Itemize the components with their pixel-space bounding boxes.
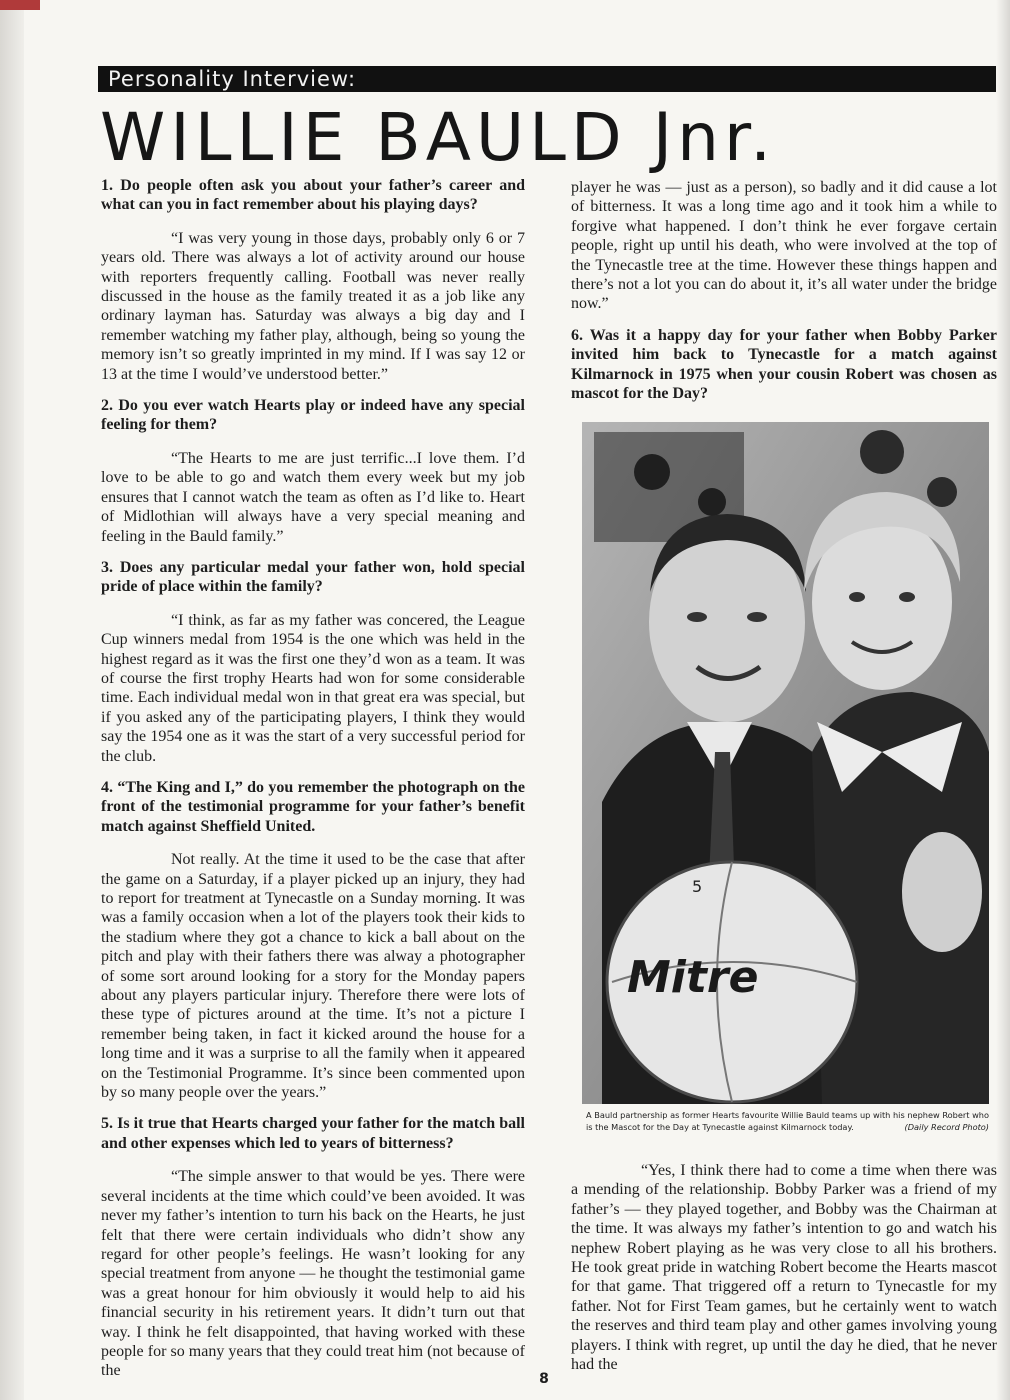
question-1: 1. Do people often ask you about your father’s career and what can you in fact remember about his playing days?	[101, 177, 525, 214]
question-3: 3. Does any particular medal your father won, hold special pride of place within the family?	[101, 558, 525, 596]
answer-5: “The simple answer to that would be yes. There were several incidents at the time which could’ve been avoided. It was never my father’s intention to turn his back on the Hearts, he just felt that there were certain individuals who didn’t show any regard for other people’s feelings. He wasn’t looking for any special treatment from anyone — he thought the testimonial game was a great honour for him obviously it would help to aid his financial security in his retirement years. It didn’t turn out that way. I think he felt disappointed, that having worked with these people for so many years that they could treat him (not because of the	[101, 1168, 525, 1380]
question-4: 4. “The King and I,” do you remember the photograph on the front of the testimonial programme for your father’s benefit match against Sheffield United.	[101, 778, 525, 835]
right-column-top	[571, 178, 997, 410]
ball-brand-text: Mitre	[627, 952, 759, 1003]
question-5: 5. Is it true that Hearts charged your father for the match ball and other expenses which led to years of bitterness?	[101, 1115, 525, 1152]
section-banner-label: Personality Interview:	[108, 67, 357, 91]
page-number: 8	[539, 1371, 549, 1387]
answer-3: “I think, as far as my father was concered, the League Cup winners medal from 1954 is the one which was held in the highest regard as it was the first one they’d won as a team. It was of course the first trophy Hearts had won for some considerable time. Each individual medal won in that great era was special, but if you asked any of the participating players, I think they would say the 1954 one as it was the start of a very successful period for the club.	[101, 611, 525, 765]
left-column	[101, 176, 525, 1380]
answer-6: “Yes, I think there had to come a time when there was a mending of the relationship. Bobby Parker was a friend of my father’s — they played together, and Bobby was the Chairman at the time. It was always my father’s intention to go and watch his nephew Robert playing as he was very close to all his brothers. He took great pride in watching Robert become the Hearts mascot for that game. That triggered off a return to Tynecastle for my father. Not for First Team games, but he certainly went to watch the reserves and third team play and other games involving young players. I think with regret, up until the day he died, that he never had the	[571, 1162, 997, 1374]
ball-number: 5	[692, 877, 703, 896]
answer-5-continued: player he was — just as a person), so badly and it did cause a lot of bitterness. It was a long time ago and it took him a while to forgive what happened. I don’t think he ever forgave certain people, right up until his death, who were involved at the top of the Tynecastle tree at the time. However these things happen and there’s not a lot you can do about it, it’s all water under the bridge now.”	[571, 179, 997, 313]
answer-4: Not really. At the time it used to be the case that after the game on a Saturday, if a player picked up an injury, they had to report for treatment at Tynecastle on a Sunday morning. It was was a family occasion when a lot of the players took their kids to the stadium where they got a chance to kick a ball about on the pitch and play with their fathers there was alway a photographer of some sort around looking for a story for the Monday papers about any players particular injury. Therefore there were lots of these type of pictures around at the time. It’s not a picture I remember being taken, in fact it kicked around the house for a long time and it was a surprise to all the family when it appeared on the Testimonial Programme. It’s since been commented upon by so many people over the years.”	[101, 851, 525, 1102]
page-edge-right	[996, 0, 1010, 1400]
photo-illustration	[582, 422, 989, 1104]
article-photo	[582, 422, 989, 1104]
photo-caption	[586, 1109, 989, 1133]
answer-2: “The Hearts to me are just terrific...I love them. I’d love to be able to go and watch them every week but my job ensures that I cannot watch the team as often as I’d like to. Heart of Midlothian will always have a very special meaning and feeling in the Bauld family.”	[101, 449, 525, 545]
page-edge-left	[0, 0, 24, 1400]
question-6: 6. Was it a happy day for your father when Bobby Parker invited him back to Tynecastle for a match against Kilmarnock in 1975 when your cousin Robert was chosen as mascot for the Day?	[571, 326, 997, 403]
photo-credit: (Daily Record Photo)	[904, 1122, 989, 1132]
right-column-bottom	[571, 1161, 997, 1374]
answer-1: “I was very young in those days, probably only 6 or 7 years old. There was always a lot of activity around our house with reporters frequently calling. Football was never really discussed in the house as the family treated it as a job like any ordinary layman has. Saturday was always a big day and I remember watching my father play, although, being so young the memory isn’t so greatly imprinted in my mind. If I was say 12 or 13 at the time I would’ve understood better.”	[101, 229, 525, 383]
photo-caption-text: A Bauld partnership as former Hearts favourite Willie Bauld teams up with his nephew Robert who is the Mascot for the Day at Tynecastle against Kilmarnock today.	[586, 1110, 989, 1132]
binding-mark	[0, 0, 40, 10]
question-2: 2. Do you ever watch Hearts play or indeed have any special feeling for them?	[101, 397, 525, 434]
article-title: WILLIE BAULD Jnr.	[100, 99, 777, 176]
